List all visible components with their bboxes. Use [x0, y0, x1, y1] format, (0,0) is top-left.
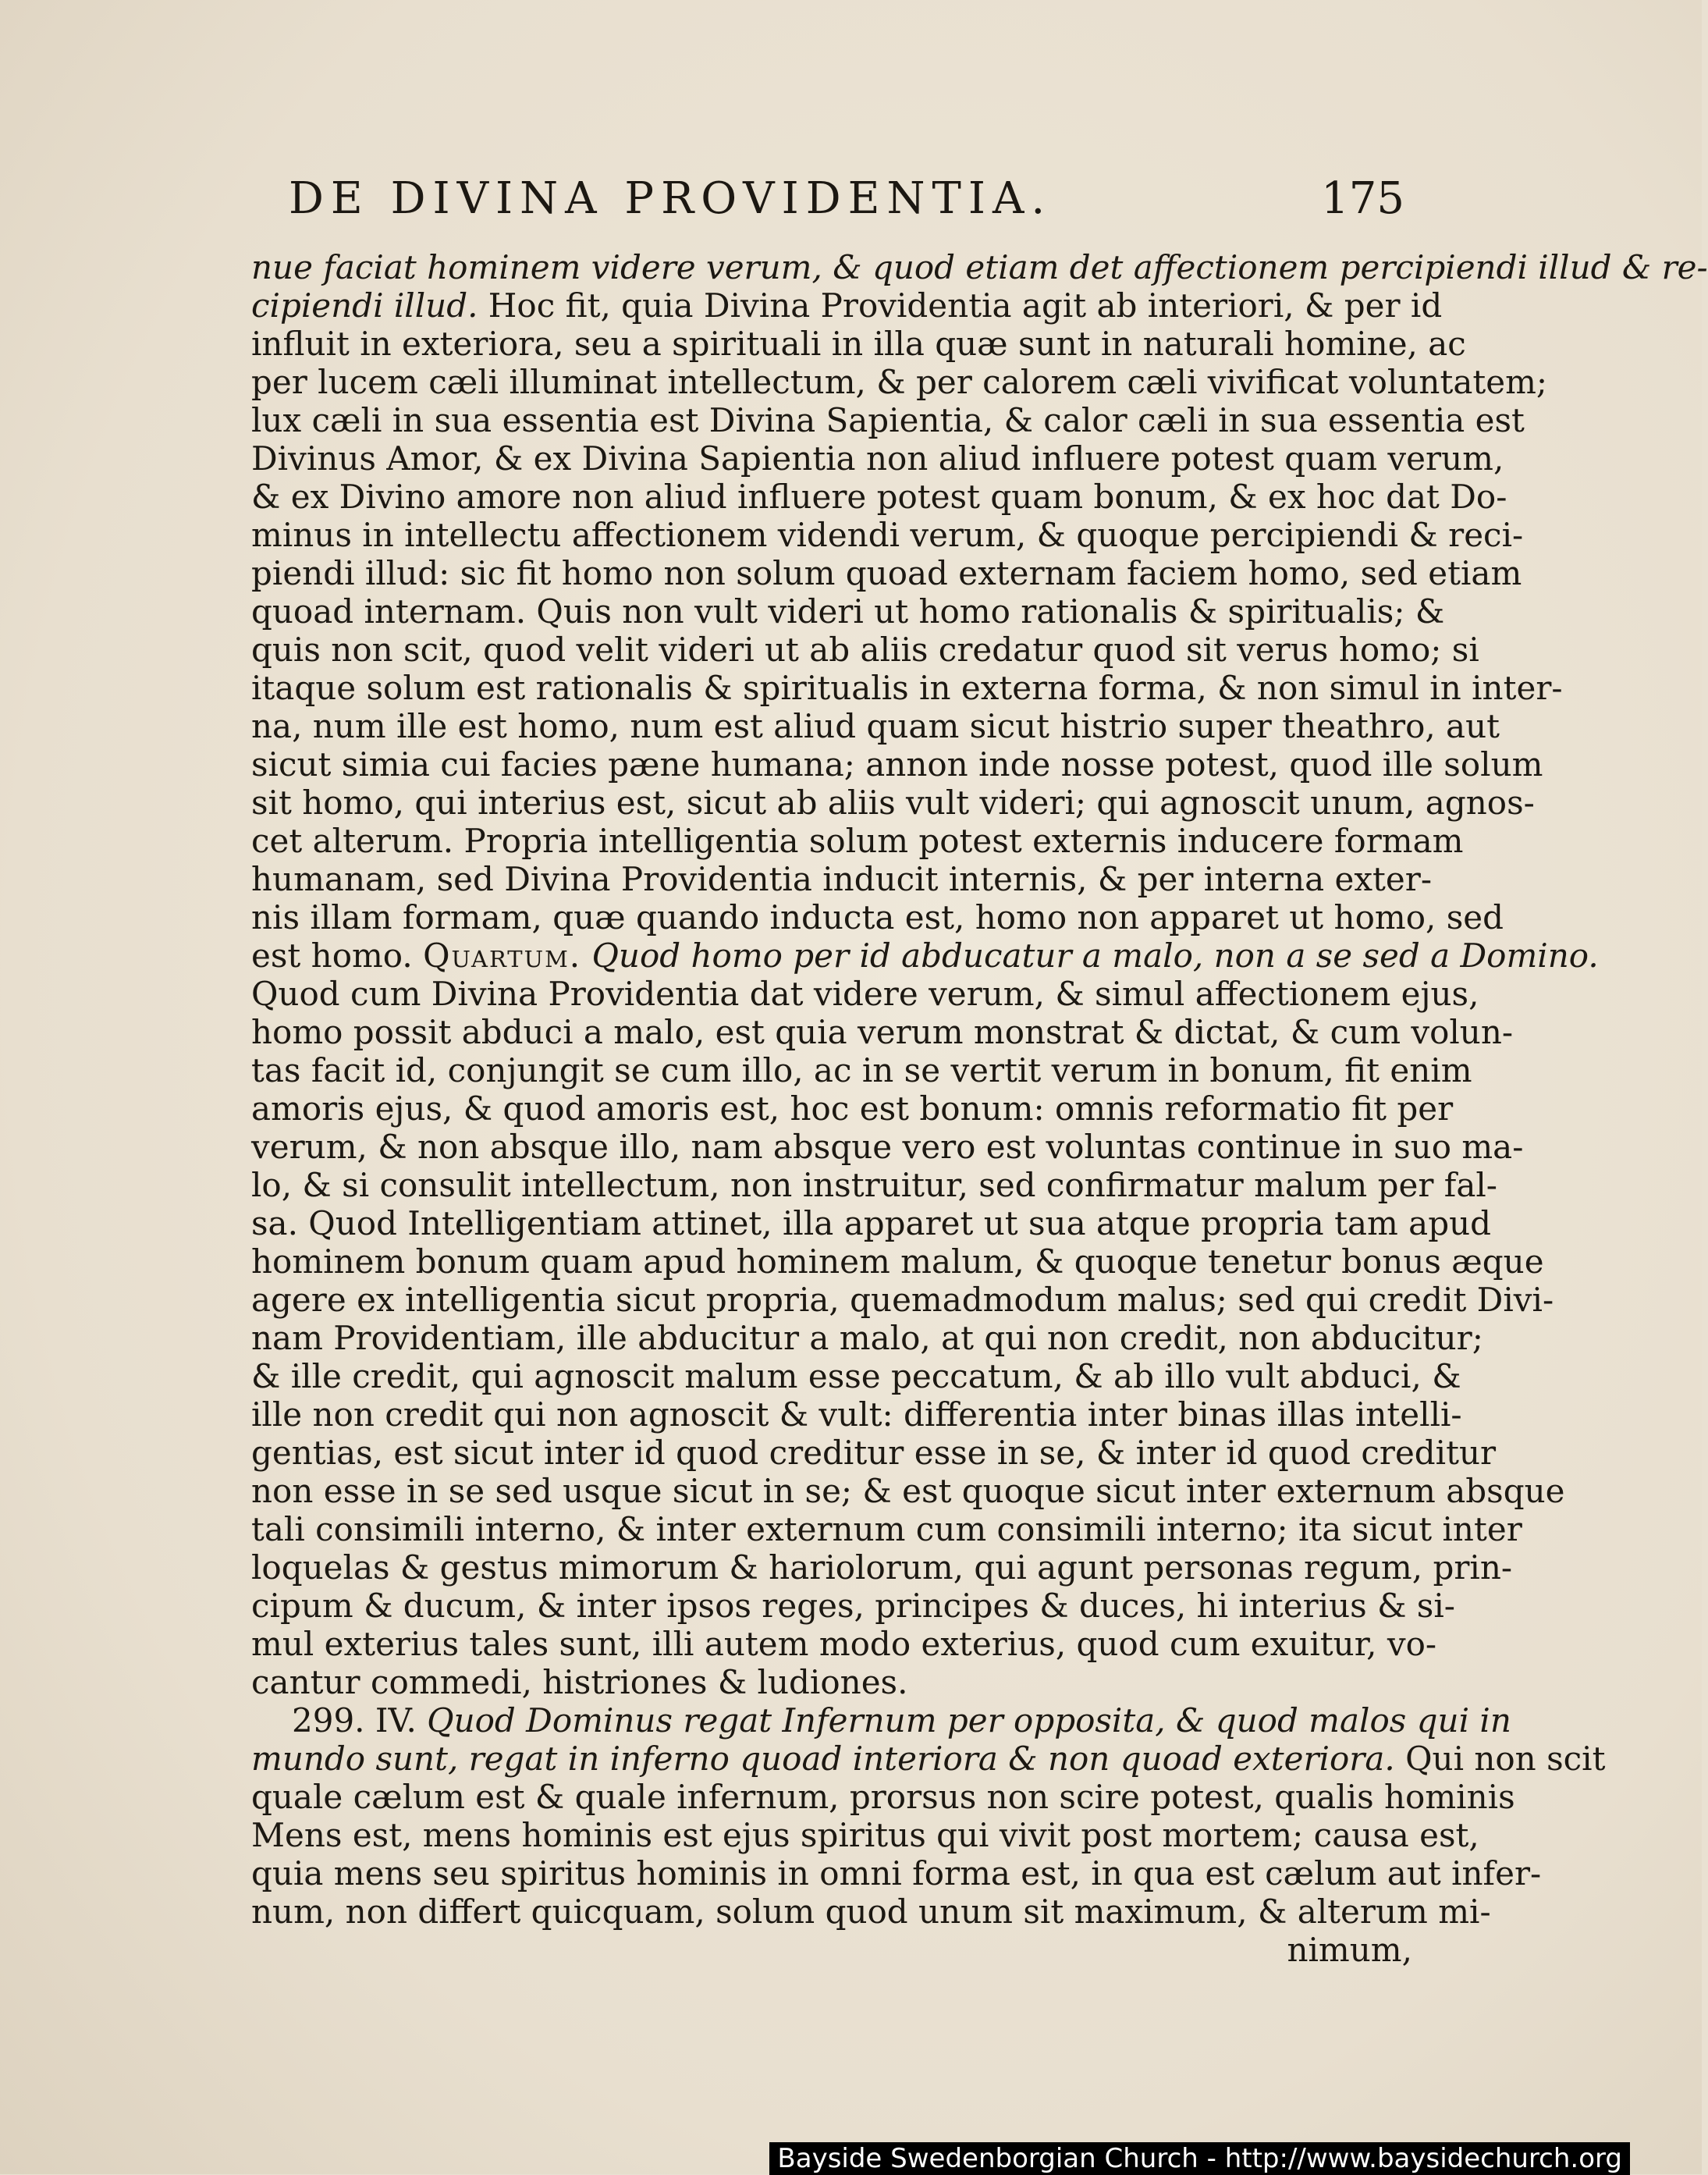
text-line — [251, 975, 1479, 1013]
text-segment: & ille credit, qui agnoscit malum esse peccatum, & ab illo vult abduci, & — [251, 1357, 1461, 1395]
text-segment: sit homo, qui interius est, sicut ab aliis vult videri; qui agnoscit unum, agnos- — [251, 784, 1535, 822]
text-line — [251, 1357, 1461, 1395]
text-line — [251, 1281, 1554, 1319]
text-segment: Divinus Amor, & ex Divina Sapientia non aliud influere potest quam verum, — [251, 439, 1504, 478]
text-line — [251, 478, 1507, 516]
text-segment: tas facit id, conjungit se cum illo, ac in se vertit verum in bonum, fit enim — [251, 1051, 1472, 1089]
text-line — [251, 707, 1500, 745]
text-segment: Hoc fit, quia Divina Providentia agit ab interiori, & per id — [478, 286, 1443, 325]
text-line — [251, 1892, 1491, 1931]
text-line — [251, 745, 1543, 784]
text-line — [251, 554, 1522, 592]
text-line — [251, 1510, 1522, 1548]
text-segment: non esse in se sed usque sicut in se; & est quoque sicut inter externum absque — [251, 1472, 1565, 1510]
text-line — [251, 822, 1464, 860]
text-segment: & ex Divino amore non aliud influere potest quam bonum, & ex hoc dat Do- — [251, 478, 1507, 516]
text-segment: nis illam formam, quæ quando inducta est, homo non apparet ut homo, sed — [251, 898, 1504, 936]
text-segment: cipum & ducum, & inter ipsos reges, principes & duces, hi interius & si- — [251, 1587, 1455, 1625]
text-segment: per lucem cæli illuminat intellectum, & per calorem cæli vivificat voluntatem; — [251, 363, 1548, 401]
text-line — [251, 1089, 1454, 1128]
text-segment: 299. IV. — [292, 1701, 428, 1740]
text-line — [251, 1204, 1492, 1242]
text-segment: mul exterius tales sunt, illi autem modo exterius, quod cum exuitur, vo- — [251, 1625, 1437, 1663]
text-line — [251, 1663, 1412, 1701]
text-segment: agere ex intelligentia sicut propria, quemadmodum malus; sed qui credit Divi- — [251, 1281, 1554, 1319]
text-segment: lo, & si consulit intellectum, non instruitur, sed confirmatur malum per fal- — [251, 1166, 1497, 1204]
text-segment: Qui non scit — [1394, 1740, 1606, 1778]
running-head-title: DE DIVINA PROVIDENTIA. — [289, 173, 1053, 224]
text-segment: hominem bonum quam apud hominem malum, & quoque tenetur bonus æque — [251, 1242, 1544, 1281]
text-line — [251, 1434, 1497, 1472]
text-segment: nam Providentiam, ille abducitur a malo, at qui non credit, non abducitur; — [251, 1319, 1483, 1357]
text-line — [251, 898, 1504, 936]
text-line — [251, 1319, 1483, 1357]
text-segment: quia mens seu spiritus hominis in omni forma est, in qua est cælum aut infer- — [251, 1854, 1542, 1892]
text-line — [251, 1166, 1497, 1204]
text-segment: loquelas & gestus mimorum & hariolorum, qui agunt personas regum, prin- — [251, 1548, 1513, 1587]
text-line — [251, 1395, 1462, 1434]
text-segment: influit in exteriora, seu a spirituali in illa quæ sunt in naturali homine, ac — [251, 325, 1466, 363]
text-line — [251, 325, 1466, 363]
text-line — [251, 1548, 1513, 1587]
text-line — [251, 592, 1445, 631]
text-segment: amoris ejus, & quod amoris est, hoc est bonum: omnis reformatio fit per — [251, 1089, 1454, 1128]
page-number: 175 — [1321, 173, 1404, 224]
text-line — [251, 401, 1525, 439]
text-line — [251, 860, 1433, 898]
text-line — [251, 1051, 1472, 1089]
text-segment: quis non scit, quod velit videri ut ab aliis credatur quod sit verus homo; si — [251, 631, 1479, 669]
text-line — [251, 1242, 1544, 1281]
text-segment: piendi illud: sic fit homo non solum quoad externam faciem homo, sed etiam — [251, 554, 1522, 592]
text-line — [251, 1854, 1542, 1892]
text-line — [251, 1701, 1511, 1740]
text-segment: homo possit abduci a malo, est quia verum monstrat & dictat, & cum volun- — [251, 1013, 1514, 1051]
text-segment: itaque solum est rationalis & spiritualis in externa forma, & non simul in inter- — [251, 669, 1563, 707]
text-line — [251, 1013, 1514, 1051]
text-line — [251, 936, 1599, 975]
text-line — [251, 1128, 1524, 1166]
text-line — [251, 1740, 1606, 1778]
text-segment: cet alterum. Propria intelligentia solum potest externis inducere formam — [251, 822, 1464, 860]
text-line — [251, 1472, 1565, 1510]
text-line — [251, 363, 1548, 401]
text-segment: minus in intellectu affectionem videndi verum, & quoque percipiendi & reci- — [251, 516, 1524, 554]
text-segment: ille non credit qui non agnoscit & vult: differentia inter binas illas intelli- — [251, 1395, 1462, 1434]
text-segment: num, non differt quicquam, solum quod unum sit maximum, & alterum mi- — [251, 1892, 1491, 1931]
text-segment: quoad internam. Quis non vult videri ut homo rationalis & spiritualis; & — [251, 592, 1445, 631]
text-line — [251, 439, 1504, 478]
text-segment: nue faciat hominem videre verum, & quod etiam det affectionem percipiendi illud & re- — [251, 248, 1708, 286]
text-line — [251, 1816, 1479, 1854]
text-segment: Quod homo per id abducatur a malo, non a se sed a Domino. — [581, 936, 1599, 975]
text-line — [251, 784, 1535, 822]
text-segment: sa. Quod Intelligentiam attinet, illa apparet ut sua atque propria tam apud — [251, 1204, 1492, 1242]
text-segment: quale cælum est & quale infernum, prorsus non scire potest, qualis hominis — [251, 1778, 1515, 1816]
text-line — [251, 1778, 1515, 1816]
text-segment: humanam, sed Divina Providentia inducit internis, & per interna exter- — [251, 860, 1433, 898]
text-line — [251, 286, 1443, 325]
text-segment: Mens est, mens hominis est ejus spiritus qui vivit post mortem; causa est, — [251, 1816, 1479, 1854]
text-segment: cipiendi illud. — [251, 286, 478, 325]
text-segment: Quod Dominus regat Infernum per opposita, & quod malos qui in — [427, 1701, 1511, 1740]
text-segment: na, num ille est homo, num est aliud quam sicut histrio super theathro, aut — [251, 707, 1500, 745]
text-segment: verum, & non absque illo, nam absque vero est voluntas continue in suo ma- — [251, 1128, 1524, 1166]
text-line — [251, 1625, 1437, 1663]
body-text — [251, 248, 1708, 1969]
text-segment: sicut simia cui facies pæne humana; annon inde nosse potest, quod ille solum — [251, 745, 1543, 784]
text-line — [251, 516, 1524, 554]
text-segment: tali consimili interno, & inter externum cum consimili interno; ita sicut inter — [251, 1510, 1522, 1548]
text-segment: nimum, — [1287, 1931, 1412, 1969]
text-segment: cantur commedi, histriones & ludiones. — [251, 1663, 908, 1701]
text-line — [251, 248, 1708, 286]
text-segment: Quod cum Divina Providentia dat videre verum, & simul affectionem ejus, — [251, 975, 1479, 1013]
text-segment: Quartum. — [423, 936, 582, 975]
text-segment: lux cæli in sua essentia est Divina Sapientia, & calor cæli in sua essentia est — [251, 401, 1525, 439]
text-line — [251, 669, 1563, 707]
text-segment: mundo sunt, regat in inferno quoad interiora & non quoad exteriora. — [251, 1740, 1395, 1778]
text-segment: est homo. — [251, 936, 424, 975]
text-segment: gentias, est sicut inter id quod creditur esse in se, & inter id quod creditur — [251, 1434, 1497, 1472]
text-line — [251, 1931, 1412, 1969]
running-head — [257, 168, 1404, 230]
text-line — [251, 631, 1479, 669]
text-line — [251, 1587, 1455, 1625]
watermark-caption: Bayside Swedenborgian Church - http://www.baysidechurch.org — [769, 2142, 1630, 2175]
